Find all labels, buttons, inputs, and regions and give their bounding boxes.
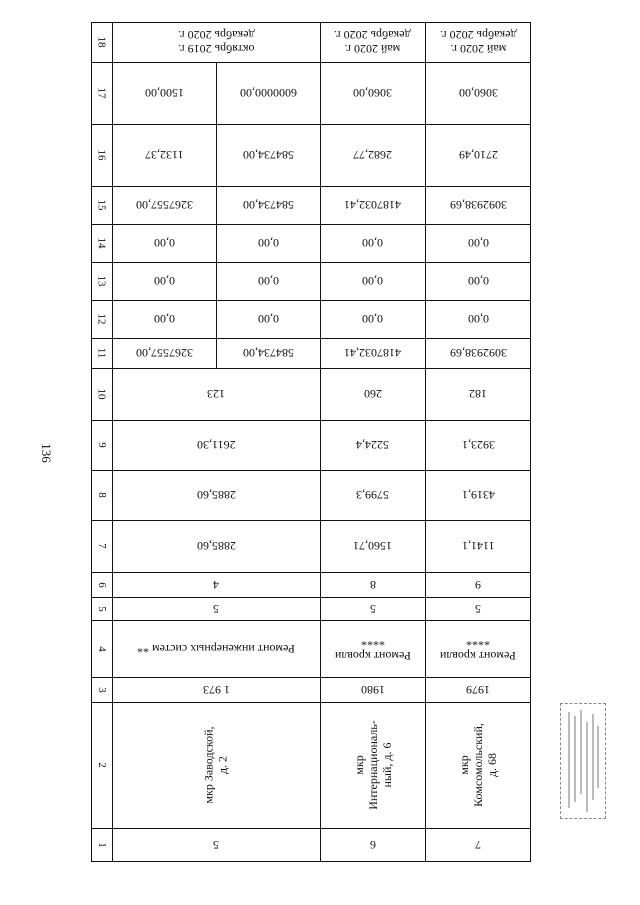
header-col-15: 15 [95, 199, 108, 211]
row5-col5: 5 [213, 601, 219, 616]
header-col-4: 4 [95, 645, 108, 652]
stamp-mark [560, 703, 606, 819]
header-col-17: 17 [95, 87, 108, 99]
row6-col12: 0,00 [362, 312, 383, 326]
header-col-5: 5 [95, 605, 108, 612]
row7-col10: 182 [469, 387, 487, 401]
row7-col9: 3923,1 [461, 438, 495, 452]
header-col-6: 6 [95, 581, 108, 588]
header-col-7: 7 [95, 543, 108, 549]
row6-col5: 5 [369, 601, 376, 616]
row7-col15: 3092938,69 [449, 198, 507, 212]
row5-col7: 2885,60 [196, 539, 236, 553]
row5a-col11: 3267557,00 [135, 346, 193, 360]
row6-period: май 2020 г. декабрь 2020 г. [334, 28, 411, 56]
row5a-col14: 0,00 [153, 236, 175, 250]
row5-col9: 2611,30 [196, 438, 236, 452]
row6-col8: 5799,3 [356, 488, 389, 502]
row5b-col11: 584734,00 [242, 346, 294, 360]
row5b-col13: 0,00 [257, 274, 279, 288]
row6-col13: 0,00 [362, 274, 383, 288]
row5a-col16: 1132,37 [144, 148, 184, 162]
header-col-1: 1 [95, 842, 108, 848]
row6-col7: 1560,71 [353, 539, 392, 553]
row7-number: 7 [475, 838, 481, 852]
row6-number: 6 [369, 838, 376, 852]
row6-col16: 2682,77 [353, 148, 392, 162]
row7-col12: 0,00 [467, 312, 489, 326]
row5-number: 5 [213, 838, 219, 852]
header-col-3: 3 [95, 686, 108, 693]
row5b-col16: 584734,00 [242, 148, 294, 162]
header-col-2: 2 [95, 762, 108, 768]
row7-col14: 0,00 [467, 236, 489, 250]
header-col-16: 16 [95, 149, 108, 161]
row5-year: 1 973 [202, 682, 230, 697]
row5-col10: 123 [207, 387, 225, 401]
row5b-col12: 0,00 [257, 312, 279, 326]
row6-col14: 0,00 [362, 236, 383, 250]
header-col-12: 12 [95, 313, 108, 325]
row6-address: мкр Интернациональ- ный, д. 6 [351, 720, 394, 810]
row7-work-type: Ремонт кровли **** [440, 634, 516, 663]
row6-col15: 4187032,41 [344, 198, 401, 212]
row7-col11: 3092938,69 [449, 346, 507, 360]
row6-col9: 5224,4 [356, 438, 389, 452]
header-col-9: 9 [95, 442, 108, 448]
row6-work-type: Ремонт кровли **** [334, 634, 411, 663]
row6-col10: 260 [363, 387, 382, 401]
page-number: 136 [39, 443, 54, 463]
row7-col16: 2710,49 [458, 148, 498, 162]
row5-period: октябрь 2019 г. декабрь 2020 г. [177, 28, 255, 56]
row5a-col12: 0,00 [153, 312, 175, 326]
row7-col13: 0,00 [467, 274, 489, 288]
row5a-col15: 3267557,00 [135, 198, 193, 212]
row6-col11: 4187032,41 [344, 346, 401, 360]
row7-col17: 3060,00 [458, 86, 498, 100]
header-col-13: 13 [95, 275, 108, 287]
header-col-10: 10 [95, 388, 108, 400]
row5b-col17: 6000000,00 [239, 86, 297, 100]
header-col-8: 8 [95, 492, 108, 498]
row5b-col14: 0,00 [257, 236, 279, 250]
header-col-14: 14 [95, 237, 108, 249]
header-col-18: 18 [95, 36, 108, 48]
row5-work-type: Ремонт инженерных систем ** [137, 641, 295, 656]
row7-col5: 5 [475, 601, 481, 616]
row6-col17: 3060,00 [353, 86, 392, 100]
row5a-col17: 1500,00 [144, 86, 184, 100]
row7-period: май 2020 г. декабрь 2020 г. [439, 28, 517, 56]
row5-col8: 2885,60 [196, 488, 236, 502]
rotated-table [91, 22, 531, 862]
row5a-col13: 0,00 [153, 274, 175, 288]
row6-col6: 8 [369, 577, 376, 592]
row7-year: 1979 [466, 682, 490, 697]
row5-col6: 4 [213, 577, 219, 592]
row7-col8: 4319,1 [461, 488, 495, 502]
row7-col7: 1141,1 [461, 539, 495, 553]
row6-year: 1980 [360, 682, 385, 697]
row7-col6: 9 [475, 577, 481, 592]
header-col-11: 11 [95, 347, 108, 359]
row5b-col15: 584734,00 [242, 198, 294, 212]
row5-address: мкр Заводской, д. 2 [201, 726, 230, 804]
row7-address: мкр Комсомольский, д. 68 [456, 723, 499, 807]
stamp-scribble [561, 704, 605, 818]
